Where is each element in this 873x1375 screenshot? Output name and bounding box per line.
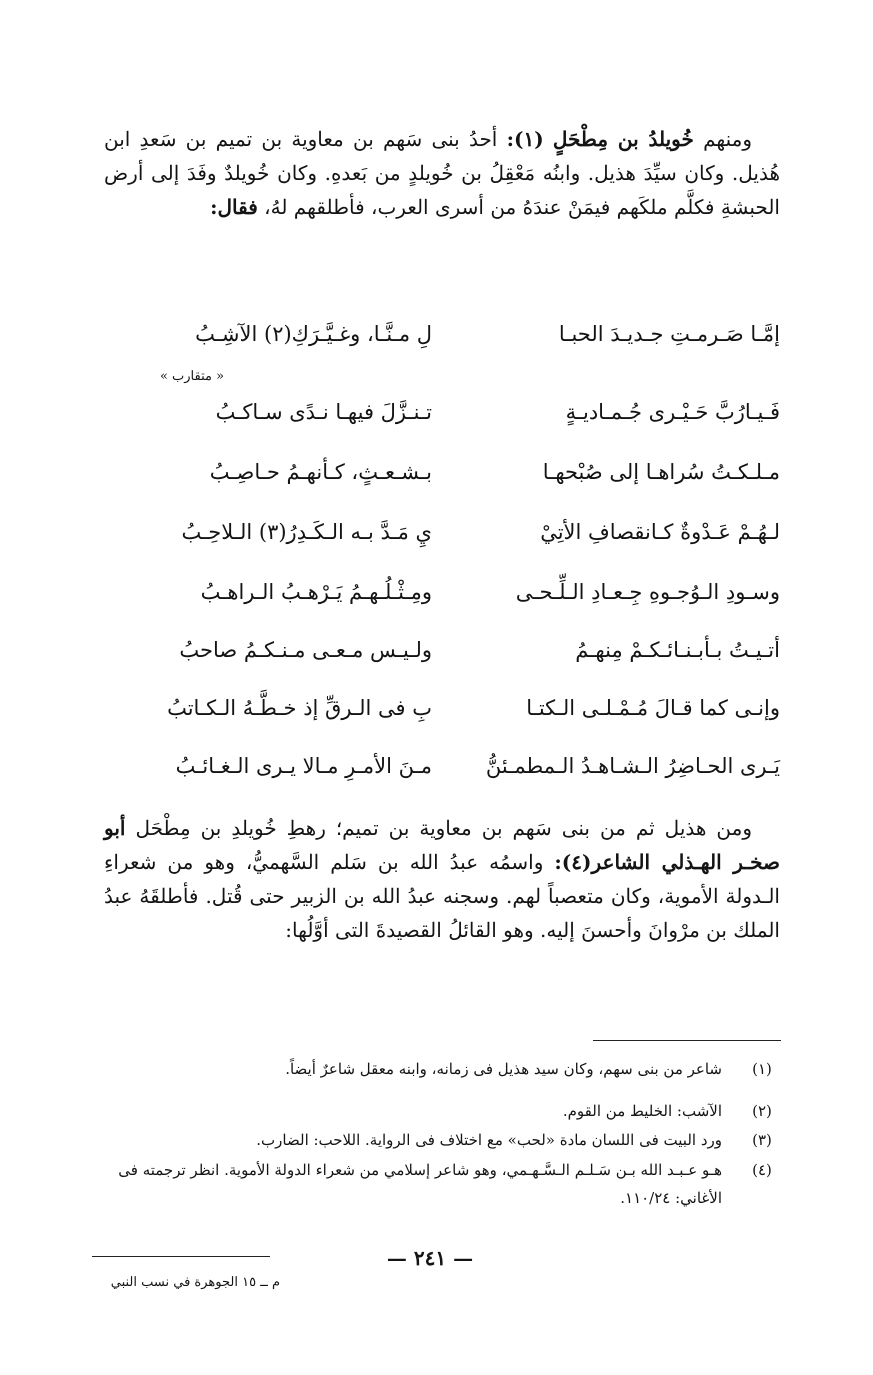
- verse-line: [104, 638, 780, 678]
- verse-second-hemistich: مـنَ الأمـرِ مـالا يـرى الـغـائـبُ: [175, 754, 432, 778]
- verse-first-hemistich: أتـيـتُ بـأبـنـائـكـمْ مِنهـمُ: [575, 638, 780, 662]
- verse-first-hemistich: لـهُـمْ عَـدْوةٌ كـانقصافِ الأتِيْ: [540, 520, 780, 544]
- verse-second-hemistich: ولـيـس مـعـى مـنـكـمُ صاحبُ: [179, 638, 432, 662]
- paragraph-closing: فقال:: [210, 195, 258, 219]
- footnote-separator: [593, 1040, 781, 1041]
- verse-first-hemistich: يَـرى الحـاضِرُ الـشـاهـدُ الـمطمـئنُّ: [485, 754, 780, 778]
- verse-first-hemistich: فَـيـارُبَّ حَـيْـرى جُـمـاديـةٍ: [565, 400, 780, 424]
- verse-line: [104, 460, 780, 500]
- paragraph-text: أحدُ بنى سَهم بن معاوية بن تميم بن سَعدِ ابن هُذيل. وكان سيِّدَ هذيل. وابنُه مَعْقِلُ بن خُويلدٍ من بَعدهِ. وكان خُويلدٌ وفَدَ إلى أرض الحبشةِ فكلَّم ملكَهم فيمَنْ عندَهُ من أسرى العرب، فأطلقهم لهُ،: [104, 127, 780, 219]
- footnote-text: هـو عـبـد الله بـن سَـلـم الـسَّـهـمي، وهو شاعر إسلامي من شعراء الدولة الأموية. انظر ترجمته فى الأغاني: ١١٠/٢٤.: [118, 1161, 722, 1207]
- footnote-number: (٤): [752, 1161, 772, 1179]
- verse-second-hemistich: يِ مَـدَّ بـه الـكَـدِرُ(٣) الـلاحِـبُ: [181, 520, 432, 544]
- verse-second-hemistich: ومِـثْـلُـهـمُ يَـرْهـبُ الـراهـبُ: [200, 580, 432, 604]
- footnote-text: شاعر من بنى سهم، وكان سيد هذيل فى زمانه، وابنه معقل شاعرٌ أيضاً.: [285, 1060, 722, 1078]
- verse-line: [104, 696, 780, 736]
- verse-line: [104, 400, 780, 440]
- person-name: أبو صخـر الهـذلي الشاعر: [104, 816, 781, 874]
- verse-first-hemistich: مـلـكـتُ سُراهـا إلى صُبْحهـا: [542, 460, 780, 484]
- paragraph-khuwaylid: [104, 122, 780, 224]
- person-name: خُويلدُ بن مِطْحَلٍ: [552, 127, 694, 151]
- verse-second-hemistich: بِ فى الـرقِّ إذ خـطَّـهُ الـكـاتبُ: [167, 696, 432, 720]
- verse-line: [104, 322, 780, 362]
- footnote-ref: (٤):: [554, 850, 592, 874]
- footnote-number: (٣): [752, 1131, 772, 1149]
- footnote: [104, 1126, 780, 1154]
- footnote-ref: (١):: [506, 127, 544, 151]
- paragraph-text: واسمُه عبدُ الله بن سَلم السَّهميُّ، وهو من شعراءِ الـدولة الأموية، وكان متعصباً لهم. وسجنه عبدُ الله بن الزبير حتى قُتل. فأطلقَهُ عبدُ الملك بن مرْوانَ وأحسنَ إليه. وهو القائلُ القصيدةَ التى أوَّلُها:: [104, 850, 780, 942]
- footnote-number: (١): [752, 1060, 772, 1078]
- footnote-text: ورد البيت فى اللسان مادة «لحب» مع اختلاف فى الرواية. اللاحب: الضارب.: [256, 1131, 722, 1149]
- paragraph-lead: ومنهم: [703, 127, 753, 151]
- verse-line: [104, 580, 780, 620]
- verse-first-hemistich: وسـودِ الـوُجـوهِ جِـعـادِ الـلِّـحـى: [515, 580, 780, 604]
- page-number: — ٢٤١ —: [386, 1246, 474, 1270]
- verse-line: [104, 520, 780, 560]
- footnote-number: (٢): [752, 1102, 772, 1120]
- paragraph-abu-sakhr: [104, 811, 780, 947]
- verse-second-hemistich: بـشـعـثٍ، كـأنهـمُ حـاصِـبُ: [209, 460, 432, 484]
- verse-line: [104, 754, 780, 794]
- verse-first-hemistich: وإنـى كما قـالَ مُـمْـلـى الـكتـا: [526, 696, 780, 720]
- footnote-text: الآشب: الخليط من القوم.: [562, 1102, 722, 1120]
- verse-second-hemistich: لِ مـنَّـا، وغـيَّـرَكِ(٢) الآشِـبُ: [195, 322, 432, 346]
- footnote: [104, 1055, 780, 1083]
- printer-signature: م ــ ١٥ الجوهرة في نسب النبي: [110, 1275, 280, 1290]
- footnote: [104, 1097, 780, 1125]
- verse-first-hemistich: إمَّـا صَـرمـتِ جـديـدَ الحبـا: [558, 322, 780, 346]
- meter-label: « متقارب »: [159, 369, 225, 384]
- signature-rule: [92, 1256, 270, 1257]
- footnote: [104, 1156, 780, 1212]
- paragraph-text: ومن هذيل ثم من بنى سَهم بن معاوية بن تميم؛ رهطِ خُويلدِ بن مِطْحَل: [135, 816, 752, 840]
- verse-second-hemistich: تـنـزَّلَ فيهـا نـدًى سـاكـبُ: [215, 400, 432, 424]
